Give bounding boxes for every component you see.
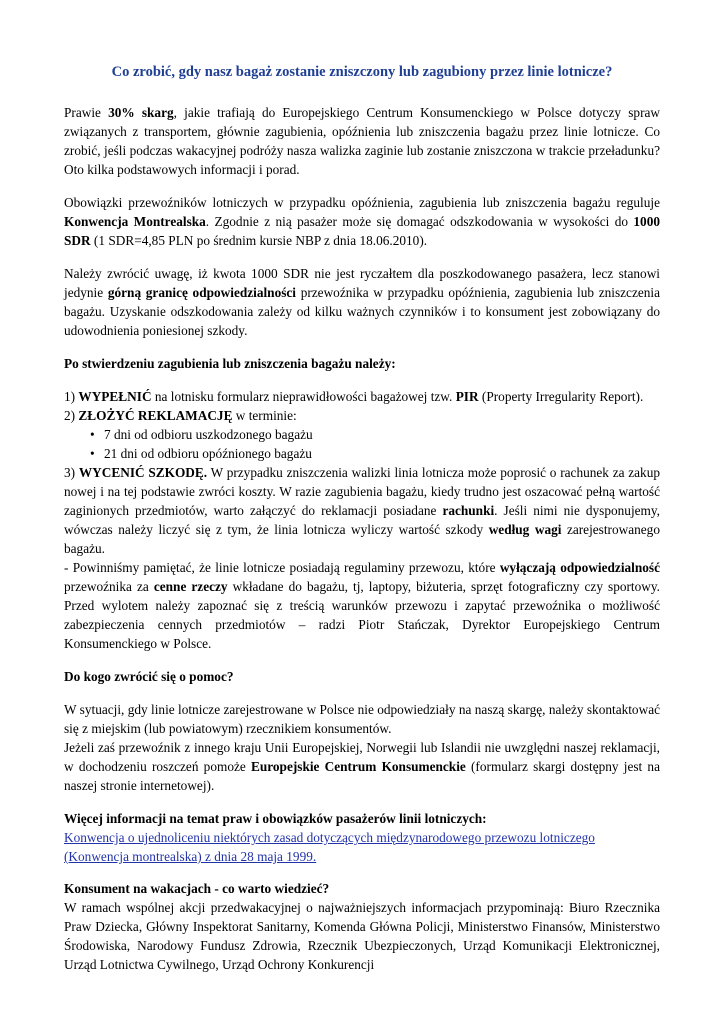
heading-steps: Po stwierdzeniu zagubienia lub zniszczenia bagażu należy: [64,356,396,372]
paragraph-montreal-text-3: (1 SDR=4,85 PLN po średnim kursie NBP z dnia 18.06.2010). [90,233,428,249]
paragraph-help-eu-text-1: Jeżeli zaś przewoźnik z innego kraju Unii Europejskiej, Norwegii lub Islandii nie uwzględni naszej reklamacji, w dochodzeniu roszczeń pomoże [64,740,660,775]
step-3-bold-receipts: rachunki [442,503,495,519]
step-3-text-3: zarejestrowanego bagażu. [64,522,660,557]
step-2-bullet-list [64,425,660,463]
step-1-number: 1) [64,389,79,405]
paragraph-montreal-text-1: Obowiązki przewoźników lotniczych w przypadku opóźnienia, zagubienia lub zniszczenia bagażu reguluje [64,195,660,211]
paragraph-institutions: W ramach wspólnej akcji przedwakacyjnej o najważniejszych informacjach przypominają: Biuro Rzecznika Praw Dziecka, Główny Inspektorat Sanitarny, Komenda Główna Policji, Ministerstwo Finansów, Ministerstwo Środowiska, Narodowy Fundusz Zdrowia, Rzecznik Ubezpieczonych, Urząd Komunikacji Elektronicznej, Urząd Lotnictwa Cywilnego, Urząd Ochrony Konkurencji [64,900,660,973]
paragraph-montreal [64,193,660,250]
list-item: • 21 dni od odbioru opóźnionego bagażu [90,444,660,463]
paragraph-help-eu-bold-ecc: Europejskie Centrum Konsumenckie [250,759,466,775]
heading-vacation: Konsument na wakacjach - co warto wiedzieć? [64,881,330,897]
paragraph-help-poland: W sytuacji, gdy linie lotnicze zarejestrowane w Polsce nie odpowiedziały na naszą skargę, należy skontaktować się z miejskim (lub powiatowym) rzecznikiem konsumentów. [64,702,660,737]
paragraph-valuables-text-2: przewoźnika za [64,579,154,595]
step-2-text: w terminie: [232,408,297,424]
paragraph-montreal-bold-convention: Konwencja Montrealska [64,214,206,230]
step-2-bold-action: ZŁOŻYĆ REKLAMACJĘ [78,408,233,424]
convention-link [64,828,660,866]
step-3-bold-byweight: według wagi [488,522,562,538]
step-1-text-2: (Property Irregularity Report). [478,389,644,405]
paragraph-valuables-text-3: wkładane do bagażu, tj, laptopy, biżuteria, sprzęt fotograficzny czy sportowy. Przed wylotem należy zapoznać się z treścią warunków przewozu i zapytać przewoźnika o możliwość zabezpieczenia cennych przedmiotów – radzi Piotr Stańczak, Dyrektor Europejskiego Centrum Konsumenckiego w Polsce. [64,579,660,652]
paragraph-help-eu [64,738,660,795]
heading-help: Do kogo zwrócić się o pomoc? [64,669,234,685]
paragraph-valuables-text-1: - Powinniśmy pamiętać, że linie lotnicze posiadają regulaminy przewozu, które [64,560,500,576]
paragraph-help-eu-text-2: (formularz skargi dostępny jest na naszej stronie internetowej). [64,759,660,794]
convention-link-line-1[interactable]: Konwencja o ujednoliceniu niektórych zasad dotyczących międzynarodowego przewozu lotniczego [64,830,595,846]
heading-more-info: Więcej informacji na temat praw i obowiązków pasażerów linii lotniczych: [64,811,487,827]
paragraph-intro-bold-stat: 30% skarg [108,105,174,121]
step-2 [64,406,660,425]
paragraph-intro-text-1: Prawie [64,105,109,121]
paragraph-intro-text-2: , jakie trafiają do Europejskiego Centrum Konsumenckiego w Polsce dotyczy spraw związanych z transportem, głównie zagubienia, opóźnienia lub zniszczenia bagażu przez linie lotnicze. Co zrobić, jeśli podczas wakacyjnej podróży nasza walizka zaginie lub zostanie zniszczona w trakcie przeładunku? Oto kilka podstawowych informacji i porad. [64,105,661,178]
paragraph-limit-bold-liability: górną granicę odpowiedzialności [107,285,296,301]
step-3 [64,463,660,558]
paragraph-valuables-bold-items: cenne rzeczy [153,579,228,595]
paragraph-limit [64,264,660,340]
paragraph-limit-text-2: przewoźnika w przypadku opóźnienia, zagubienia lub zniszczenia bagażu. Uzyskanie odszkodowania zależy od kilku ważnych czynników i to konsument jest zobowiązany do udowodnienia poniesionej szkody. [64,285,661,339]
page-title: Co zrobić, gdy nasz bagaż zostanie zniszczony lub zagubiony przez linie lotnicze? [111,64,613,80]
step-3-bold-action: WYCENIĆ SZKODĘ. [78,465,208,481]
paragraph-montreal-bold-amount: 1000 SDR [64,214,660,249]
spacer [64,866,660,879]
convention-link-line-2[interactable]: (Konwencja montrealska) z dnia 28 maja 1999. [64,849,317,865]
step-1-bold-pir: PIR [455,389,479,405]
step-1-bold-action: WYPEŁNIĆ [78,389,152,405]
step-3-number: 3) [64,465,79,481]
paragraph-intro [64,103,660,179]
step-3-text-2: . Jeśli nimi nie dysponujemy, wówczas należy liczyć się z tym, że linia lotnicza wyliczy wartość szkody [64,503,660,538]
step-1-text-1: na lotnisku formularz nieprawidłowości bagażowej tzw. [151,389,456,405]
step-2-number: 2) [64,408,79,424]
paragraph-valuables [64,558,660,653]
list-item: • 7 dni od odbioru uszkodzonego bagażu [90,425,660,444]
paragraph-montreal-text-2: . Zgodnie z nią pasażer może się domagać odszkodowania w wysokości do [205,214,634,230]
paragraph-limit-text-1: Należy zwrócić uwagę, iż kwota 1000 SDR nie jest ryczałtem dla poszkodowanego pasażera, lecz stanowi jedynie [64,266,660,301]
paragraph-valuables-bold-exclusion: wyłączają odpowiedzialność [499,560,660,576]
step-3-text-1: W przypadku zniszczenia walizki linia lotnicza może poprosić o rachunek za zakup nowej i na tej podstawie zwróci koszty. W razie zagubienia bagażu, kiedy trudno jest oszacować pełną wartość zaginionych przedmiotów, warto załączyć do reklamacji posiadane [64,465,661,519]
step-1 [64,387,660,406]
